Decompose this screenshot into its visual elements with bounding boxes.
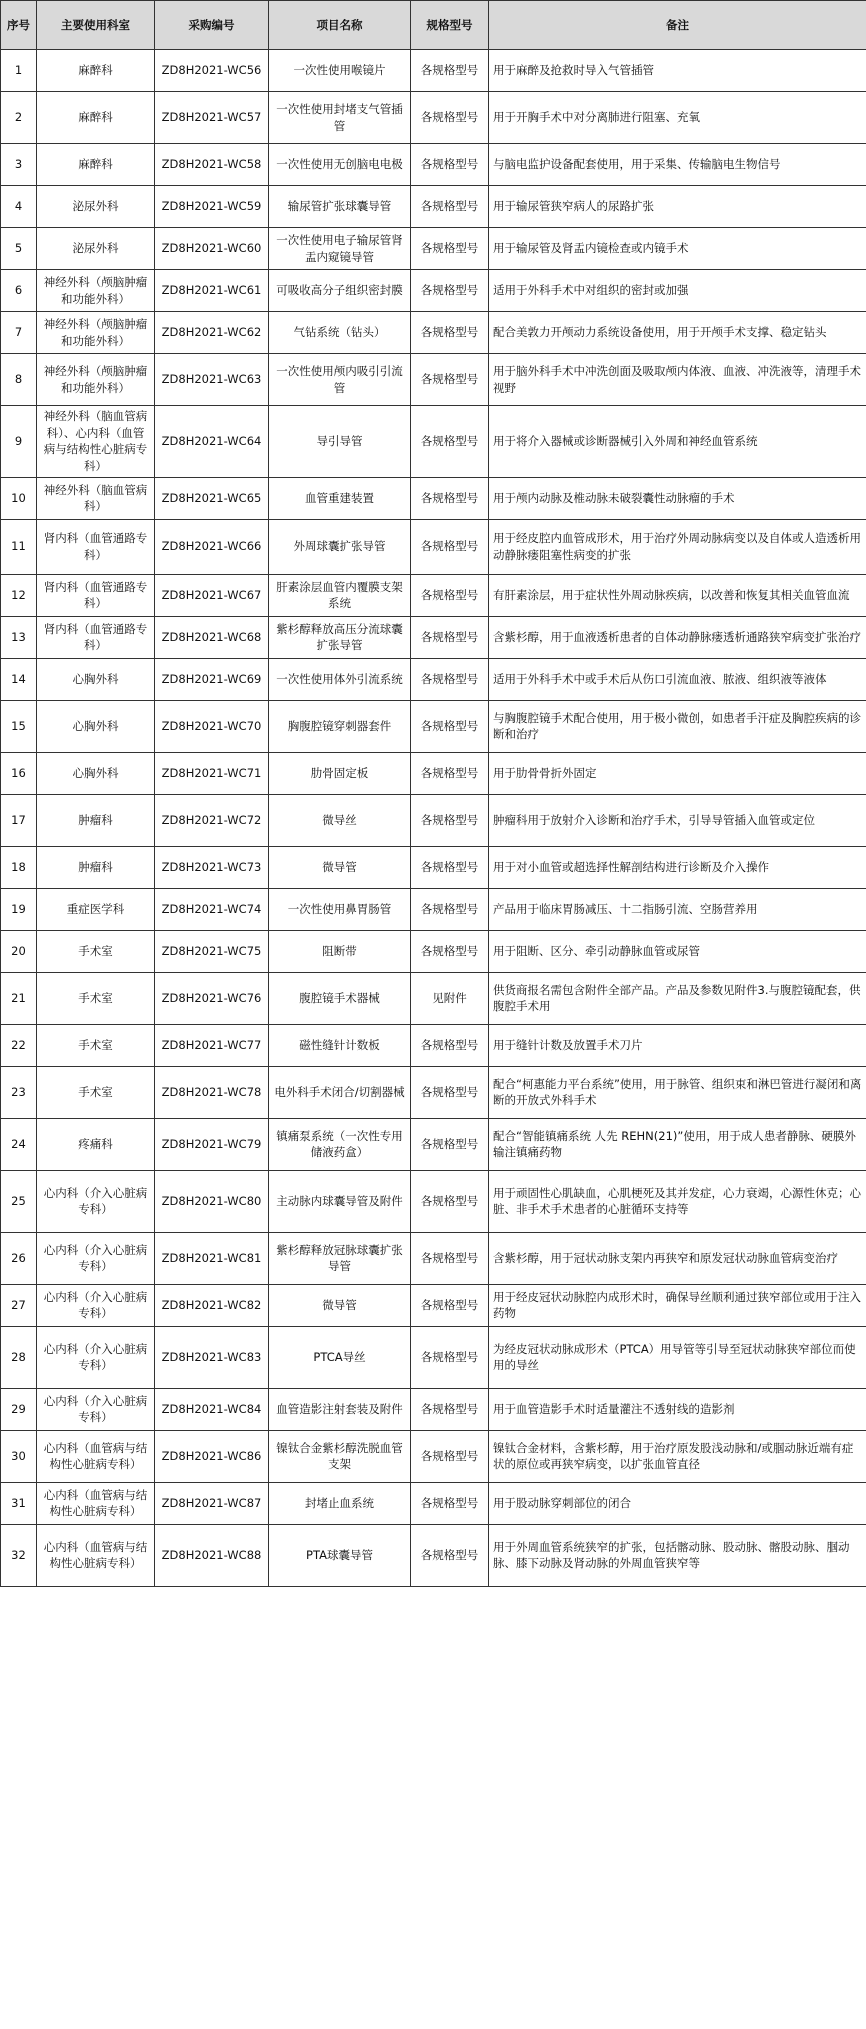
cell-note: 用于对小血管或超选择性解剖结构进行诊断及介入操作: [489, 846, 866, 888]
table-row: [1, 270, 866, 312]
cell-no: 1: [1, 50, 37, 92]
cell-department: 心内科（介入心脏病专科）: [37, 1170, 155, 1232]
table-row: [1, 1524, 866, 1586]
table-row: [1, 794, 866, 846]
cell-no: 24: [1, 1118, 37, 1170]
cell-procurement-code: ZD8H2021-WC84: [155, 1388, 269, 1430]
cell-department: 神经外科（颅脑肿瘤和功能外科）: [37, 312, 155, 354]
cell-spec: 各规格型号: [411, 1284, 489, 1326]
cell-department: 麻醉科: [37, 50, 155, 92]
table-row: [1, 1118, 866, 1170]
cell-item-name: 镇痛泵系统（一次性专用储液药盒）: [269, 1118, 411, 1170]
cell-item-name: 磁性缝针计数板: [269, 1024, 411, 1066]
table-row: [1, 700, 866, 752]
cell-no: 17: [1, 794, 37, 846]
cell-no: 25: [1, 1170, 37, 1232]
cell-no: 13: [1, 616, 37, 658]
cell-department: 心胸外科: [37, 700, 155, 752]
cell-procurement-code: ZD8H2021-WC76: [155, 972, 269, 1024]
cell-note: 用于开胸手术中对分离肺进行阻塞、充氧: [489, 92, 866, 144]
cell-item-name: 紫杉醇释放高压分流球囊扩张导管: [269, 616, 411, 658]
cell-item-name: 微导丝: [269, 794, 411, 846]
table-row: [1, 406, 866, 478]
cell-item-name: 微导管: [269, 1284, 411, 1326]
cell-spec: 各规格型号: [411, 1524, 489, 1586]
cell-item-name: PTA球囊导管: [269, 1524, 411, 1586]
cell-spec: 各规格型号: [411, 1118, 489, 1170]
header-department: 主要使用科室: [37, 1, 155, 50]
table-row: [1, 658, 866, 700]
cell-no: 29: [1, 1388, 37, 1430]
cell-procurement-code: ZD8H2021-WC83: [155, 1326, 269, 1388]
table-row: [1, 930, 866, 972]
table-row: [1, 616, 866, 658]
cell-department: 神经外科（脑血管病科）: [37, 477, 155, 519]
table-body: [1, 50, 866, 1587]
cell-department: 神经外科（脑血管病科）、心内科（血管病与结构性心脏病专科）: [37, 406, 155, 478]
cell-item-name: 一次性使用鼻胃肠管: [269, 888, 411, 930]
cell-department: 肾内科（血管通路专科）: [37, 574, 155, 616]
cell-procurement-code: ZD8H2021-WC56: [155, 50, 269, 92]
cell-no: 16: [1, 752, 37, 794]
table-row: [1, 50, 866, 92]
cell-department: 麻醉科: [37, 144, 155, 186]
cell-procurement-code: ZD8H2021-WC65: [155, 477, 269, 519]
cell-note: 含紫杉醇，用于冠状动脉支架内再狭窄和原发冠状动脉血管病变治疗: [489, 1232, 866, 1284]
cell-no: 28: [1, 1326, 37, 1388]
cell-note: 用于缝针计数及放置手术刀片: [489, 1024, 866, 1066]
cell-procurement-code: ZD8H2021-WC68: [155, 616, 269, 658]
table-row: [1, 752, 866, 794]
cell-note: 与脑电监护设备配套使用，用于采集、传输脑电生物信号: [489, 144, 866, 186]
cell-procurement-code: ZD8H2021-WC59: [155, 186, 269, 228]
cell-procurement-code: ZD8H2021-WC87: [155, 1482, 269, 1524]
cell-spec: 各规格型号: [411, 1326, 489, 1388]
cell-department: 心内科（血管病与结构性心脏病专科）: [37, 1524, 155, 1586]
cell-department: 神经外科（颅脑肿瘤和功能外科）: [37, 354, 155, 406]
cell-note: 含紫杉醇，用于血液透析患者的自体动静脉瘘透析通路狭窄病变扩张治疗: [489, 616, 866, 658]
header-note: 备注: [489, 1, 866, 50]
cell-note: 肿瘤科用于放射介入诊断和治疗手术，引导导管插入血管或定位: [489, 794, 866, 846]
cell-spec: 各规格型号: [411, 519, 489, 574]
cell-note: 配合“智能镇痛系统 人先 REHN(21)”使用，用于成人患者静脉、硬膜外输注镇痛药物: [489, 1118, 866, 1170]
cell-note: 用于输尿管狭窄病人的尿路扩张: [489, 186, 866, 228]
table-row: [1, 888, 866, 930]
cell-item-name: 可吸收高分子组织密封膜: [269, 270, 411, 312]
cell-spec: 各规格型号: [411, 574, 489, 616]
table-row: [1, 519, 866, 574]
cell-note: 用于脑外科手术中冲洗创面及吸取颅内体液、血液、冲洗液等，清理手术视野: [489, 354, 866, 406]
cell-no: 21: [1, 972, 37, 1024]
cell-item-name: 紫杉醇释放冠脉球囊扩张导管: [269, 1232, 411, 1284]
cell-no: 8: [1, 354, 37, 406]
cell-no: 26: [1, 1232, 37, 1284]
cell-procurement-code: ZD8H2021-WC88: [155, 1524, 269, 1586]
cell-spec: 各规格型号: [411, 700, 489, 752]
cell-spec: 各规格型号: [411, 1388, 489, 1430]
cell-procurement-code: ZD8H2021-WC60: [155, 228, 269, 270]
cell-note: 用于经皮腔内血管成形术，用于治疗外周动脉病变以及自体或人造透析用动静脉瘘阻塞性病变的扩张: [489, 519, 866, 574]
cell-item-name: 一次性使用封堵支气管插管: [269, 92, 411, 144]
cell-department: 肾内科（血管通路专科）: [37, 616, 155, 658]
cell-department: 心内科（介入心脏病专科）: [37, 1388, 155, 1430]
cell-note: 用于输尿管及肾盂内镜检查或内镜手术: [489, 228, 866, 270]
table-row: [1, 1284, 866, 1326]
cell-department: 泌尿外科: [37, 228, 155, 270]
cell-no: 20: [1, 930, 37, 972]
table-row: [1, 354, 866, 406]
cell-no: 32: [1, 1524, 37, 1586]
cell-department: 神经外科（颅脑肿瘤和功能外科）: [37, 270, 155, 312]
cell-note: 用于肋骨骨折外固定: [489, 752, 866, 794]
cell-spec: 各规格型号: [411, 794, 489, 846]
cell-procurement-code: ZD8H2021-WC72: [155, 794, 269, 846]
table-row: [1, 1430, 866, 1482]
table-row: [1, 1066, 866, 1118]
header-procurement-code: 采购编号: [155, 1, 269, 50]
cell-item-name: 阻断带: [269, 930, 411, 972]
table-row: [1, 477, 866, 519]
cell-note: 用于麻醉及抢救时导入气管插管: [489, 50, 866, 92]
cell-item-name: 胸腹腔镜穿刺器套件: [269, 700, 411, 752]
cell-note: 适用于外科手术中对组织的密封或加强: [489, 270, 866, 312]
table-row: [1, 1024, 866, 1066]
table-row: [1, 92, 866, 144]
cell-spec: 各规格型号: [411, 186, 489, 228]
cell-no: 3: [1, 144, 37, 186]
cell-note: 用于颅内动脉及椎动脉未破裂囊性动脉瘤的手术: [489, 477, 866, 519]
cell-note: 产品用于临床胃肠减压、十二指肠引流、空肠营养用: [489, 888, 866, 930]
cell-item-name: 输尿管扩张球囊导管: [269, 186, 411, 228]
cell-department: 泌尿外科: [37, 186, 155, 228]
cell-no: 11: [1, 519, 37, 574]
cell-note: 用于股动脉穿刺部位的闭合: [489, 1482, 866, 1524]
cell-spec: 各规格型号: [411, 477, 489, 519]
cell-procurement-code: ZD8H2021-WC73: [155, 846, 269, 888]
cell-spec: 各规格型号: [411, 1430, 489, 1482]
cell-department: 重症医学科: [37, 888, 155, 930]
cell-no: 22: [1, 1024, 37, 1066]
cell-no: 10: [1, 477, 37, 519]
cell-spec: 各规格型号: [411, 1066, 489, 1118]
table-row: [1, 574, 866, 616]
table-row: [1, 1326, 866, 1388]
cell-spec: 各规格型号: [411, 1232, 489, 1284]
cell-spec: 各规格型号: [411, 1024, 489, 1066]
cell-no: 9: [1, 406, 37, 478]
cell-no: 14: [1, 658, 37, 700]
cell-no: 12: [1, 574, 37, 616]
cell-spec: 各规格型号: [411, 1482, 489, 1524]
cell-spec: 各规格型号: [411, 50, 489, 92]
cell-procurement-code: ZD8H2021-WC67: [155, 574, 269, 616]
table-row: [1, 144, 866, 186]
cell-procurement-code: ZD8H2021-WC79: [155, 1118, 269, 1170]
cell-item-name: PTCA导丝: [269, 1326, 411, 1388]
cell-no: 27: [1, 1284, 37, 1326]
cell-item-name: 腹腔镜手术器械: [269, 972, 411, 1024]
cell-procurement-code: ZD8H2021-WC69: [155, 658, 269, 700]
cell-note: 有肝素涂层，用于症状性外周动脉疾病，以改善和恢复其相关血管血流: [489, 574, 866, 616]
cell-note: 与胸腹腔镜手术配合使用，用于极小微创，如患者手汗症及胸腔疾病的诊断和治疗: [489, 700, 866, 752]
table-row: [1, 972, 866, 1024]
cell-procurement-code: ZD8H2021-WC71: [155, 752, 269, 794]
cell-item-name: 肝素涂层血管内覆膜支架系统: [269, 574, 411, 616]
cell-item-name: 血管造影注射套装及附件: [269, 1388, 411, 1430]
cell-department: 心内科（介入心脏病专科）: [37, 1232, 155, 1284]
cell-procurement-code: ZD8H2021-WC66: [155, 519, 269, 574]
cell-item-name: 主动脉内球囊导管及附件: [269, 1170, 411, 1232]
cell-department: 心内科（介入心脏病专科）: [37, 1326, 155, 1388]
header-item-name: 项目名称: [269, 1, 411, 50]
cell-spec: 各规格型号: [411, 616, 489, 658]
cell-no: 18: [1, 846, 37, 888]
cell-item-name: 肋骨固定板: [269, 752, 411, 794]
table-row: [1, 1482, 866, 1524]
cell-department: 肾内科（血管通路专科）: [37, 519, 155, 574]
cell-spec: 各规格型号: [411, 752, 489, 794]
cell-note: 配合“柯惠能力平台系统”使用，用于脉管、组织束和淋巴管进行凝闭和离断的开放式外科手术: [489, 1066, 866, 1118]
cell-procurement-code: ZD8H2021-WC70: [155, 700, 269, 752]
cell-item-name: 血管重建装置: [269, 477, 411, 519]
cell-department: 心内科（血管病与结构性心脏病专科）: [37, 1482, 155, 1524]
cell-item-name: 气钻系统（钻头）: [269, 312, 411, 354]
cell-note: 镍钛合金材料，含紫杉醇，用于治疗原发股浅动脉和/或腘动脉近端有症状的原位或再狭窄病变，以扩张血管直径: [489, 1430, 866, 1482]
cell-note: 用于阻断、区分、牵引动静脉血管或尿管: [489, 930, 866, 972]
cell-procurement-code: ZD8H2021-WC75: [155, 930, 269, 972]
cell-spec: 各规格型号: [411, 406, 489, 478]
cell-procurement-code: ZD8H2021-WC78: [155, 1066, 269, 1118]
cell-no: 23: [1, 1066, 37, 1118]
cell-spec: 各规格型号: [411, 270, 489, 312]
cell-note: 用于血管造影手术时适量灌注不透射线的造影剂: [489, 1388, 866, 1430]
cell-spec: 各规格型号: [411, 658, 489, 700]
cell-item-name: 外周球囊扩张导管: [269, 519, 411, 574]
cell-item-name: 封堵止血系统: [269, 1482, 411, 1524]
cell-procurement-code: ZD8H2021-WC74: [155, 888, 269, 930]
cell-spec: 各规格型号: [411, 312, 489, 354]
cell-note: 用于外周血管系统狭窄的扩张，包括髂动脉、股动脉、髂股动脉、腘动脉、膝下动脉及肾动脉的外周血管狭窄等: [489, 1524, 866, 1586]
cell-procurement-code: ZD8H2021-WC80: [155, 1170, 269, 1232]
cell-department: 手术室: [37, 930, 155, 972]
cell-procurement-code: ZD8H2021-WC77: [155, 1024, 269, 1066]
cell-procurement-code: ZD8H2021-WC82: [155, 1284, 269, 1326]
header-no: 序号: [1, 1, 37, 50]
cell-spec: 各规格型号: [411, 888, 489, 930]
cell-procurement-code: ZD8H2021-WC86: [155, 1430, 269, 1482]
cell-spec: 各规格型号: [411, 846, 489, 888]
header-spec: 规格型号: [411, 1, 489, 50]
table-row: [1, 1388, 866, 1430]
cell-department: 心内科（介入心脏病专科）: [37, 1284, 155, 1326]
cell-department: 心胸外科: [37, 658, 155, 700]
cell-item-name: 一次性使用颅内吸引引流管: [269, 354, 411, 406]
cell-department: 肿瘤科: [37, 794, 155, 846]
cell-item-name: 电外科手术闭合/切割器械: [269, 1066, 411, 1118]
cell-no: 4: [1, 186, 37, 228]
cell-note: 配合美敦力开颅动力系统设备使用，用于开颅手术支撑、稳定钻头: [489, 312, 866, 354]
table-header-row: [1, 1, 866, 50]
cell-note: 供货商报名需包含附件全部产品。产品及参数见附件3.与腹腔镜配套，供腹腔手术用: [489, 972, 866, 1024]
cell-spec: 见附件: [411, 972, 489, 1024]
cell-department: 麻醉科: [37, 92, 155, 144]
cell-no: 2: [1, 92, 37, 144]
table-row: [1, 312, 866, 354]
cell-department: 手术室: [37, 1024, 155, 1066]
cell-no: 31: [1, 1482, 37, 1524]
cell-department: 肿瘤科: [37, 846, 155, 888]
cell-no: 30: [1, 1430, 37, 1482]
cell-procurement-code: ZD8H2021-WC57: [155, 92, 269, 144]
cell-procurement-code: ZD8H2021-WC61: [155, 270, 269, 312]
cell-spec: 各规格型号: [411, 930, 489, 972]
cell-procurement-code: ZD8H2021-WC62: [155, 312, 269, 354]
table-row: [1, 228, 866, 270]
cell-note: 为经皮冠状动脉成形术（PTCA）用导管等引导至冠状动脉狭窄部位而使用的导丝: [489, 1326, 866, 1388]
cell-department: 疼痛科: [37, 1118, 155, 1170]
cell-item-name: 一次性使用喉镜片: [269, 50, 411, 92]
cell-item-name: 镍钛合金紫杉醇洗脱血管支架: [269, 1430, 411, 1482]
cell-no: 19: [1, 888, 37, 930]
cell-note: 用于将介入器械或诊断器械引入外周和神经血管系统: [489, 406, 866, 478]
table-row: [1, 186, 866, 228]
cell-item-name: 导引导管: [269, 406, 411, 478]
cell-note: 用于经皮冠状动脉腔内成形术时，确保导丝顺利通过狭窄部位或用于注入药物: [489, 1284, 866, 1326]
cell-item-name: 一次性使用无创脑电电极: [269, 144, 411, 186]
cell-procurement-code: ZD8H2021-WC64: [155, 406, 269, 478]
cell-spec: 各规格型号: [411, 354, 489, 406]
cell-spec: 各规格型号: [411, 228, 489, 270]
table-row: [1, 1232, 866, 1284]
cell-procurement-code: ZD8H2021-WC63: [155, 354, 269, 406]
cell-no: 5: [1, 228, 37, 270]
cell-procurement-code: ZD8H2021-WC81: [155, 1232, 269, 1284]
cell-spec: 各规格型号: [411, 1170, 489, 1232]
cell-spec: 各规格型号: [411, 92, 489, 144]
cell-no: 6: [1, 270, 37, 312]
cell-item-name: 微导管: [269, 846, 411, 888]
cell-department: 手术室: [37, 1066, 155, 1118]
cell-no: 15: [1, 700, 37, 752]
table-row: [1, 1170, 866, 1232]
cell-item-name: 一次性使用体外引流系统: [269, 658, 411, 700]
cell-department: 手术室: [37, 972, 155, 1024]
cell-note: 用于顽固性心肌缺血，心肌梗死及其并发症，心力衰竭，心源性休克；心脏、非手术手术患者的心脏循环支持等: [489, 1170, 866, 1232]
cell-procurement-code: ZD8H2021-WC58: [155, 144, 269, 186]
cell-note: 适用于外科手术中或手术后从伤口引流血液、脓液、组织液等液体: [489, 658, 866, 700]
cell-department: 心胸外科: [37, 752, 155, 794]
cell-item-name: 一次性使用电子输尿管肾盂内窥镜导管: [269, 228, 411, 270]
cell-spec: 各规格型号: [411, 144, 489, 186]
cell-no: 7: [1, 312, 37, 354]
cell-department: 心内科（血管病与结构性心脏病专科）: [37, 1430, 155, 1482]
table-row: [1, 846, 866, 888]
